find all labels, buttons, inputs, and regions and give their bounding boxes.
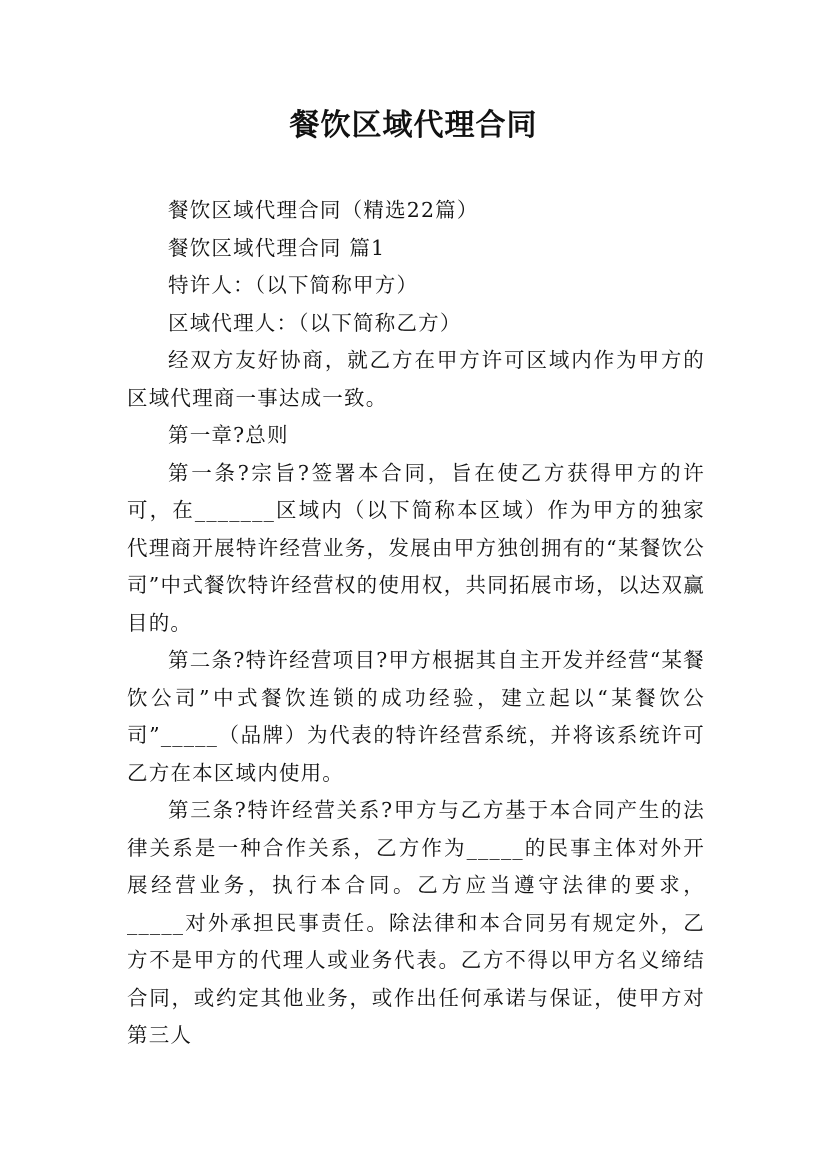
paragraph-party-b: 区域代理人：（以下简称乙方） [168,310,462,335]
paragraph-article-1: 第一条?宗旨?签署本合同，旨在使乙方获得甲方的许可，在_______区域内（以下简称本区域）作为甲方的独家代理商开展特许经营业务，发展由甲方独创拥有的“某餐饮公司”中式餐饮特许经营权的使用权，共同拓展市场，以达双赢目的。 [127,460,705,635]
document-title: 餐饮区域代理合同 [289,108,538,143]
paragraph-chapter-1: 第一章?总则 [168,423,289,447]
document-body [127,192,705,1055]
paragraph-party-a: 特许人：（以下简称甲方） [168,273,419,297]
paragraph-preamble: 经双方友好协商，就乙方在甲方许可区域内作为甲方的区域代理商一事达成一致。 [127,348,705,410]
paragraph-article-3: 第三条?特许经营关系?甲方与乙方基于本合同产生的法律关系是一种合作关系，乙方作为_____的民事主体对外开展经营业务，执行本合同。乙方应当遵守法律的要求，_____对外承担民事责任。除法律和本合同另有规定外，乙方不是甲方的代理人或业务代表。乙方不得以甲方名义缔结合同，或约定其他业务，或作出任何承诺与保证，使甲方对第三人 [127,798,705,1047]
paragraph-article-2: 第二条?特许经营项目?甲方根据其自主开发并经营“某餐饮公司”中式餐饮连锁的成功经验，建立起以“某餐饮公司”_____（品牌）为代表的特许经营系统，并将该系统许可乙方在本区域内使用。 [127,648,705,785]
paragraph-section-heading: 餐饮区域代理合同 篇1 [168,235,386,260]
paragraph-subtitle: 餐饮区域代理合同（精选22篇） [168,198,479,222]
